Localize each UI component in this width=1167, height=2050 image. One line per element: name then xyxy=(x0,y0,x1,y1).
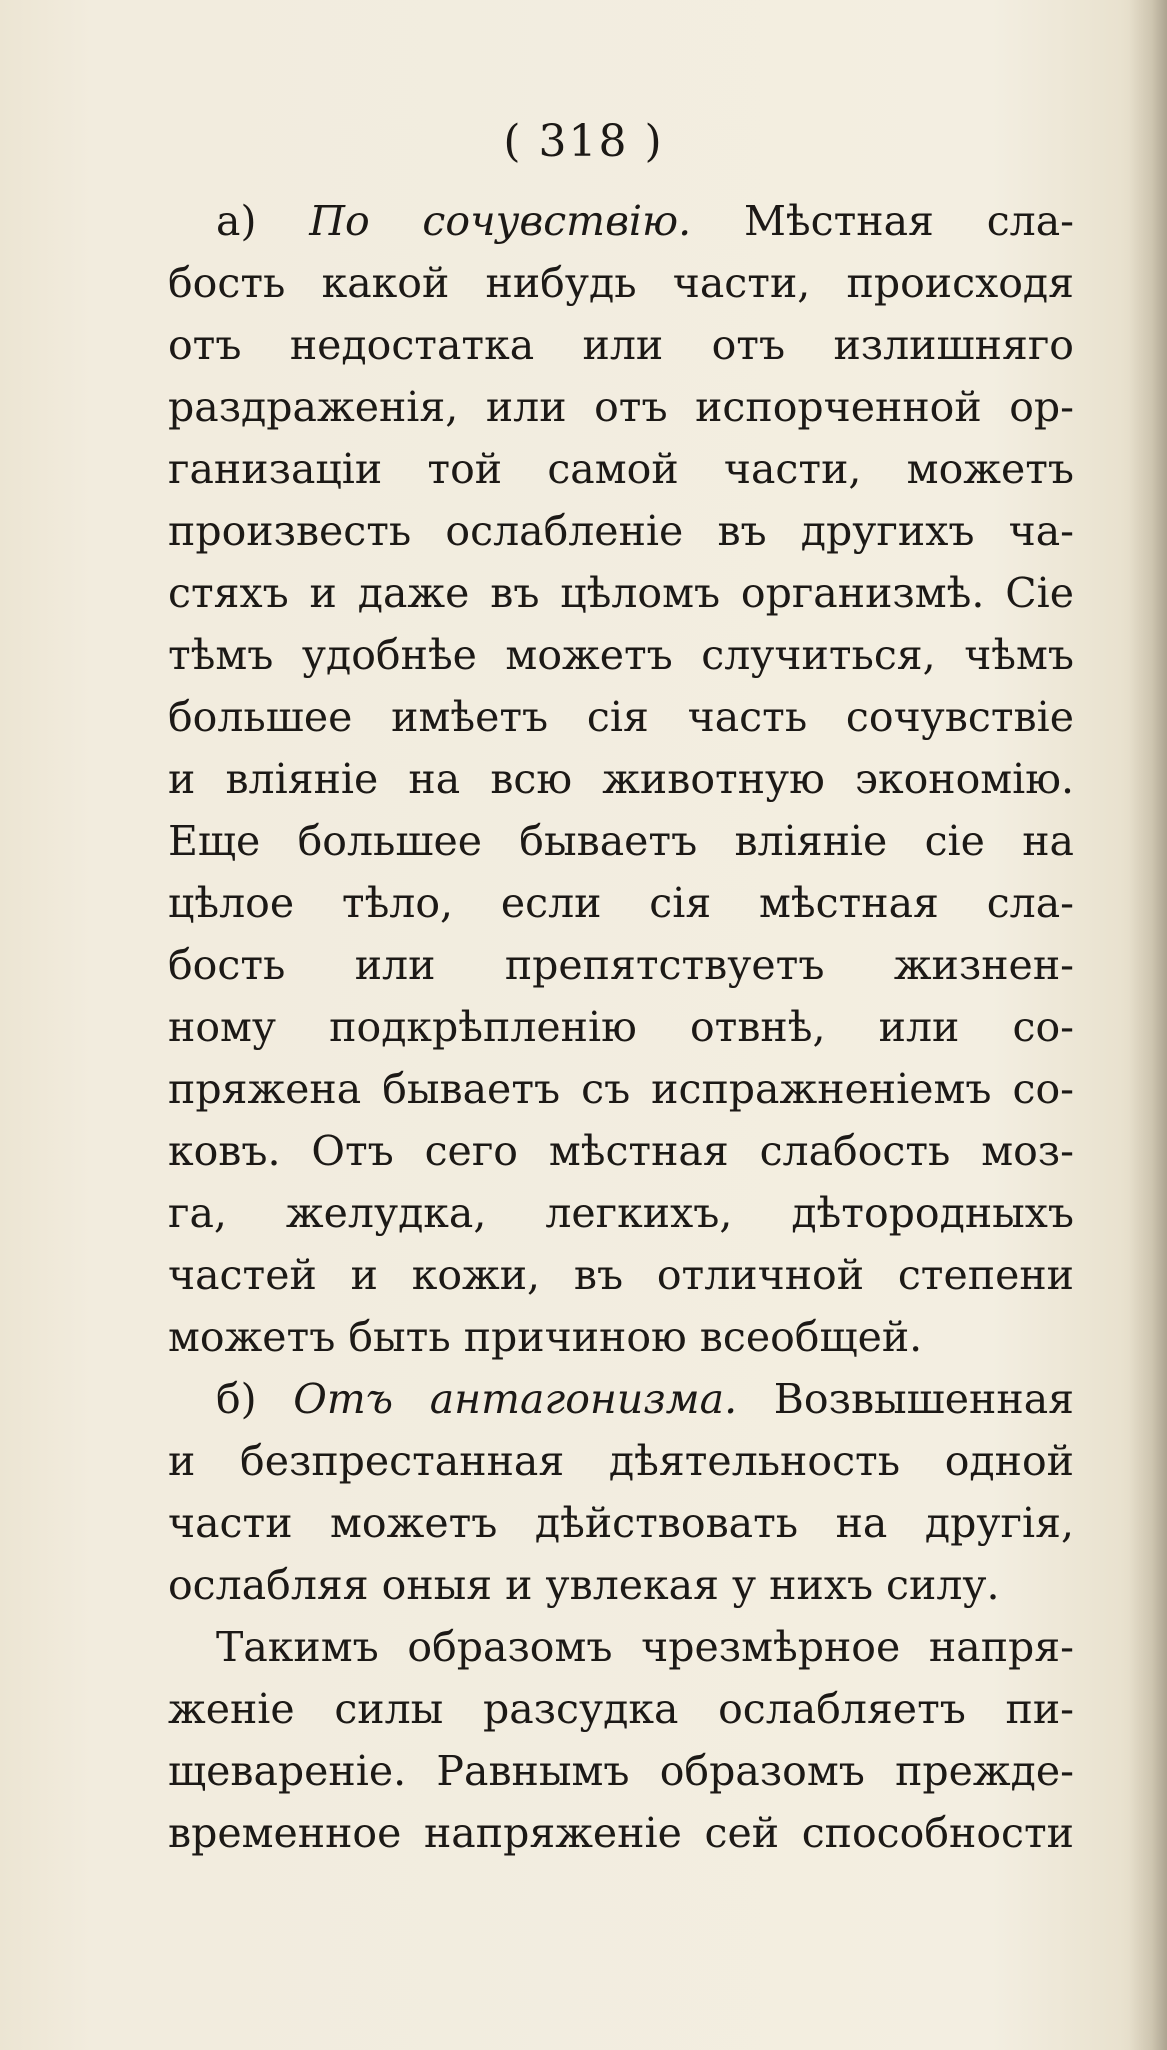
text-line xyxy=(168,1244,1074,1306)
text-line xyxy=(168,1554,1074,1616)
text-line xyxy=(168,562,1074,624)
spine-shadow xyxy=(1129,0,1167,2050)
text-segment: пряжена бываетъ съ испражненіемъ со- xyxy=(168,1065,1074,1113)
text-line xyxy=(168,1120,1074,1182)
text-segment: цѣлое тѣло, если сія мѣстная сла- xyxy=(168,879,1074,927)
text-segment: отъ недостатка или отъ излишняго xyxy=(168,321,1074,369)
text-segment: временное напряженіе сей способности xyxy=(168,1809,1074,1857)
text-segment: раздраженія, или отъ испорченной ор- xyxy=(168,383,1074,431)
text-line xyxy=(168,1740,1074,1802)
text-line xyxy=(168,1802,1074,1864)
text-segment: Еще большее бываетъ вліяніе сіе на xyxy=(168,817,1074,865)
text-segment: частей и кожи, въ отличной степени xyxy=(168,1251,1074,1299)
text-segment: ковъ. Отъ сего мѣстная слабость моз- xyxy=(168,1127,1074,1175)
text-line xyxy=(168,872,1074,934)
text-line xyxy=(168,1616,1074,1678)
text-segment: бость какой нибудь части, происходя xyxy=(168,259,1074,307)
text-segment: Возвышенная xyxy=(737,1375,1074,1423)
text-segment: б) xyxy=(216,1375,294,1423)
section-heading-b: Отъ антагонизма. xyxy=(293,1375,738,1423)
text-segment: Такимъ образомъ чрезмѣрное напря- xyxy=(216,1623,1074,1671)
text-segment: женіе силы разсудка ослабляетъ пи- xyxy=(168,1685,1074,1733)
text-line xyxy=(168,252,1074,314)
text-line xyxy=(168,1492,1074,1554)
text-line xyxy=(168,1182,1074,1244)
text-line xyxy=(168,624,1074,686)
section-heading-a: По сочувствію. xyxy=(309,197,692,245)
text-line xyxy=(168,686,1074,748)
text-segment: большее имѣетъ сія часть сочувствіе xyxy=(168,693,1074,741)
text-segment: части можетъ дѣйствовать на другія, xyxy=(168,1499,1074,1547)
text-line xyxy=(168,190,1074,252)
text-line xyxy=(168,500,1074,562)
text-line xyxy=(168,934,1074,996)
text-segment: щевареніе. Равнымъ образомъ прежде- xyxy=(168,1747,1074,1795)
text-segment: га, желудка, легкихъ, дѣтородныхъ xyxy=(168,1189,1074,1237)
text-segment: и вліяніе на всю животную экономію. xyxy=(168,755,1074,803)
text-segment: бость или препятствуетъ жизнен- xyxy=(168,941,1074,989)
text-line xyxy=(168,1678,1074,1740)
body-text xyxy=(168,190,1074,1864)
text-line xyxy=(168,314,1074,376)
text-segment: и безпрестанная дѣятельность одной xyxy=(168,1437,1074,1485)
text-segment: тѣмъ удобнѣе можетъ случиться, чѣмъ xyxy=(168,631,1074,679)
text-line xyxy=(168,1306,1074,1368)
text-line xyxy=(168,996,1074,1058)
text-line xyxy=(168,1058,1074,1120)
text-segment: произвесть ослабленіе въ другихъ ча- xyxy=(168,507,1074,555)
text-line xyxy=(168,438,1074,500)
text-line xyxy=(168,1368,1074,1430)
text-line xyxy=(168,1430,1074,1492)
page-number: ( 318 ) xyxy=(503,116,664,167)
text-segment: а) xyxy=(216,197,310,245)
text-line xyxy=(168,810,1074,872)
text-segment: ному подкрѣпленію отвнѣ, или со- xyxy=(168,1003,1074,1051)
text-segment: стяхъ и даже въ цѣломъ организмѣ. Сіе xyxy=(168,569,1074,617)
text-segment: ослабляя оныя и увлекая у нихъ силу. xyxy=(168,1561,1000,1609)
text-line xyxy=(168,376,1074,438)
text-line xyxy=(168,748,1074,810)
text-segment: ганизаціи той самой части, можетъ xyxy=(168,445,1074,493)
text-segment: можетъ быть причиною всеобщей. xyxy=(168,1313,923,1361)
text-segment: Мѣстная сла- xyxy=(691,197,1074,245)
